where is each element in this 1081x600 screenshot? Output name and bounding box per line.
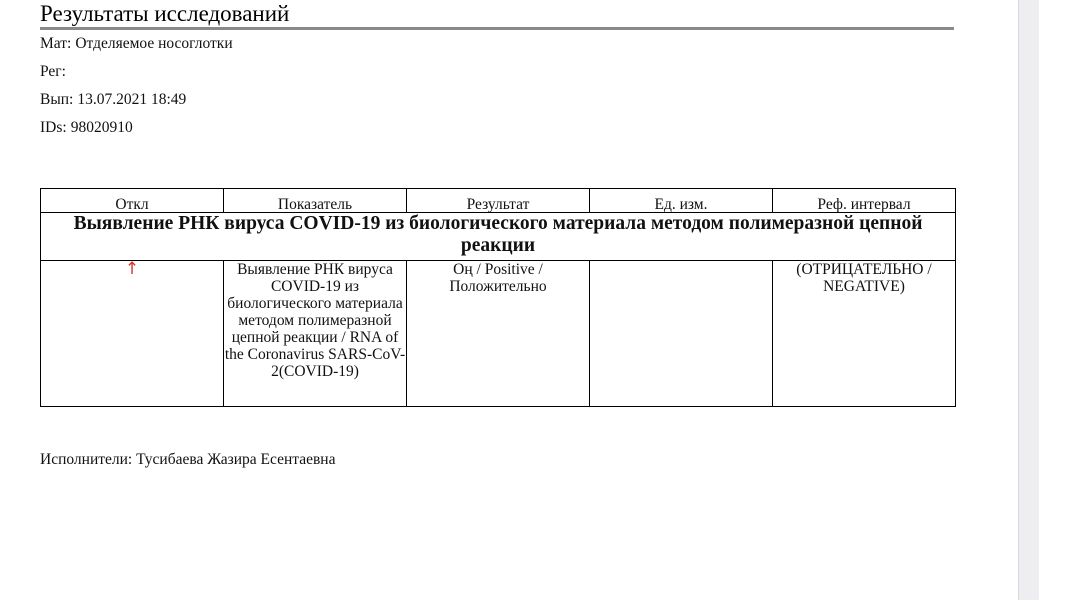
ids-line (40, 118, 133, 138)
page-gap (1018, 0, 1039, 600)
column-header-reference: Реф. интервал (773, 189, 956, 213)
performers-value: Тусибаева Жазира Есентаевна (136, 451, 336, 468)
next-page-edge (1039, 0, 1081, 600)
performers-line (40, 450, 335, 470)
page-title: Результаты исследований (40, 0, 954, 30)
done-value: 13.07.2021 18:49 (77, 91, 187, 108)
ids-label: IDs: (40, 119, 67, 136)
done-line (40, 90, 186, 110)
column-header-indicator: Показатель (224, 189, 407, 213)
column-header-unit: Ед. изм. (590, 189, 773, 213)
deviation-cell (41, 261, 224, 407)
table-row (41, 261, 956, 407)
reg-label: Рег: (40, 63, 66, 80)
section-title: Выявление РНК вируса COVID-19 из биологического материала методом полимеразной цепной реакции (41, 213, 956, 261)
performers-label: Исполнители: (40, 451, 133, 468)
column-header-deviation: Откл (41, 189, 224, 213)
arrow-up-icon: ↑ (124, 259, 140, 279)
column-header-result: Результат (407, 189, 590, 213)
results-table (40, 188, 956, 407)
material-value: Отделяемое носоглотки (75, 35, 233, 52)
section-row (41, 213, 956, 261)
indicator-cell: Выявление РНК вируса COVID-19 из биологического материала методом полимеразной цепной реакции / RNA of the Coronavirus SARS-CoV-2(COVID-19) (224, 261, 407, 407)
material-line (40, 34, 233, 54)
ids-value: 98020910 (70, 119, 133, 136)
reg-line (40, 62, 70, 82)
done-label: Вып: (40, 91, 74, 108)
table-header-row (41, 189, 956, 213)
unit-cell (590, 261, 773, 407)
material-label: Мат: (40, 35, 72, 52)
result-cell: Оң / Positive / Положительно (407, 261, 590, 407)
reference-cell: (ОТРИЦАТЕЛЬНО / NEGATIVE) (773, 261, 956, 407)
